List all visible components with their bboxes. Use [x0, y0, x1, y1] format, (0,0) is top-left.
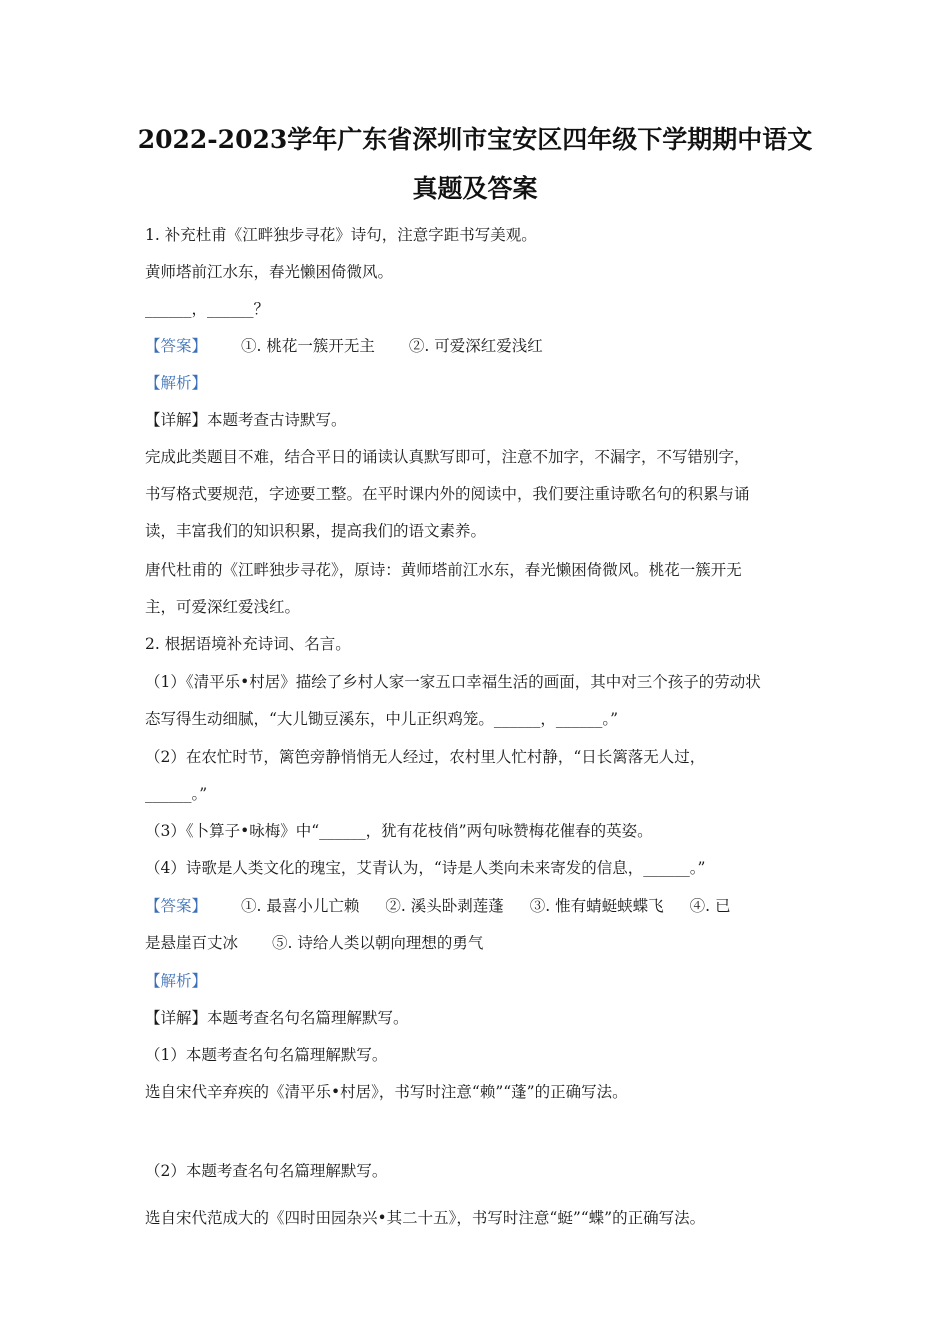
q2-stem: 2. 根据语境补充诗词、名言。 [145, 635, 351, 653]
q2-detail-3: 选自宋代辛弃疾的《清平乐•村居》，书写时注意“赖”“蓬”的正确写法。 [145, 1083, 628, 1101]
q2-ans-4b: 是悬崖百丈冰 [145, 934, 239, 952]
q2-analysis-tag: 【解析】 [145, 972, 208, 990]
q2-s4: （4）诗歌是人类文化的瑰宝，艾青认为，“诗是人类向未来寄发的信息，______。” [145, 859, 706, 877]
q2-ans-3: ③. 惟有蜻蜓蛱蝶飞 [529, 897, 664, 915]
q2-ans-5: ⑤. 诗给人类以朝向理想的勇气 [272, 934, 484, 952]
q1-detail-6: 主，可爱深红爱浅红。 [145, 598, 301, 616]
q1-answer-a: ①. 桃花一簇开无主 [241, 337, 375, 355]
q2-ans-2: ②. 溪头卧剥莲蓬 [385, 897, 504, 915]
q1-analysis-tag: 【解析】 [145, 374, 208, 392]
q2-s1-b: 态写得生动细腻，“大儿锄豆溪东，中儿正织鸡笼。______，______。” [145, 710, 619, 728]
q2-answer-tag: 【答案】 [145, 897, 208, 915]
q2-detail-1: 【详解】本题考查名句名篇理解默写。 [145, 1009, 409, 1027]
q1-detail-3: 书写格式要规范，字迹要工整。在平时课内外的阅读中，我们要注重诗歌名句的积累与诵 [145, 485, 750, 503]
q2-ans-4a: ④. 已 [689, 897, 731, 915]
q2-s3: （3）《卜算子•咏梅》中“______，犹有花枝俏”两句咏赞梅花催春的英姿。 [145, 822, 653, 840]
q1-blanks: ______，______？ [145, 300, 270, 318]
q1-stem: 1. 补充杜甫《江畔独步寻花》诗句，注意字距书写美观。 [145, 226, 537, 244]
q1-detail-1: 【详解】本题考查古诗默写。 [145, 411, 347, 429]
q2-detail-2: （1）本题考查名句名篇理解默写。 [145, 1046, 388, 1064]
q2-detail-4: （2）本题考查名句名篇理解默写。 [145, 1162, 388, 1180]
q1-answer-b: ②. 可爱深红爱浅红 [408, 337, 543, 355]
q2-detail-5: 选自宋代范成大的《四时田园杂兴•其二十五》，书写时注意“蜓”“蝶”的正确写法。 [145, 1209, 706, 1227]
q1-poem: 黄师塔前江水东，春光懒困倚微风。 [145, 263, 394, 281]
q2-answer-line-2 [145, 932, 817, 954]
q1-answer-line [145, 335, 817, 357]
q2-answer-line [145, 895, 817, 917]
doc-title-line2: 真题及答案 [412, 174, 538, 203]
q2-s2-b: ______。” [145, 785, 208, 803]
doc-title-line1: 2022-2023学年广东省深圳市宝安区四年级下学期期中语文 [137, 125, 813, 154]
q1-detail-4: 读，丰富我们的知识积累，提高我们的语文素养。 [145, 522, 487, 540]
q2-s1-a: （1）《清平乐•村居》描绘了乡村人家一家五口幸福生活的画面，其中对三个孩子的劳动状 [145, 673, 761, 691]
q2-ans-1: ①. 最喜小儿亡赖 [241, 897, 360, 915]
q1-answer-tag: 【答案】 [145, 337, 208, 355]
q2-s2-a: （2）在农忙时节，篱笆旁静悄悄无人经过，农村里人忙村静，“日长篱落无人过， [145, 748, 706, 766]
q1-detail-5: 唐代杜甫的《江畔独步寻花》，原诗：黄师塔前江水东，春光懒困倚微风。桃花一簇开无 [145, 561, 742, 579]
q1-detail-2: 完成此类题目不难，结合平日的诵读认真默写即可，注意不加字，不漏字，不写错别字， [145, 448, 750, 466]
